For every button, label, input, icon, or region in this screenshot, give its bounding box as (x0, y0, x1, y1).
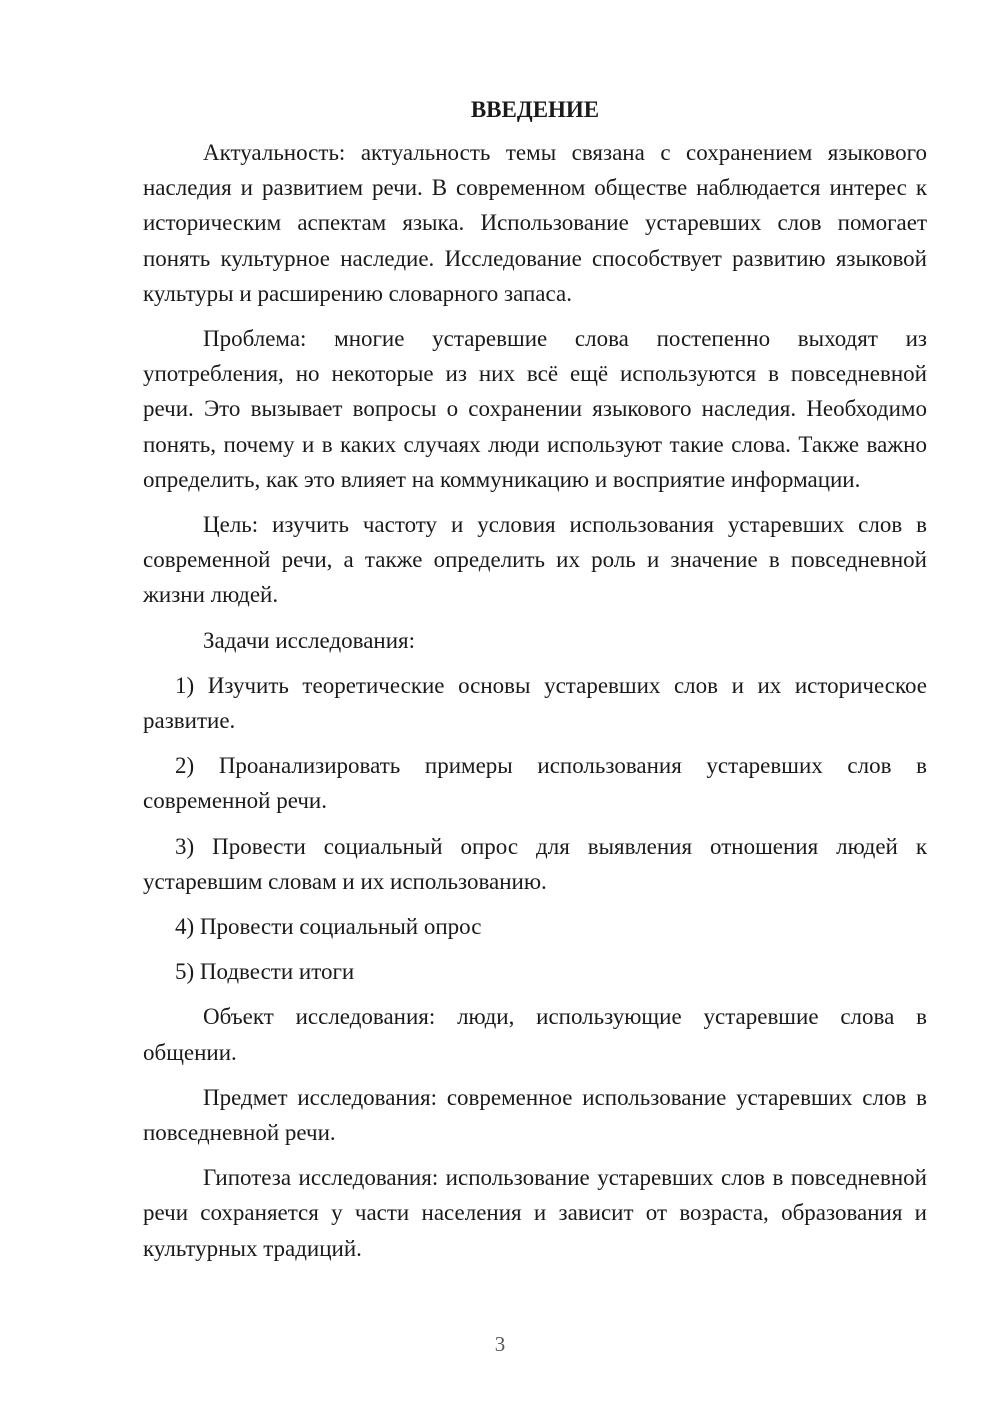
subject-paragraph: Предмет исследования: современное использование устаревших слов в повседневной речи. (143, 1084, 927, 1146)
task-item-2: 2) Проанализировать примеры использования устаревших слов в современной речи. (143, 753, 927, 814)
problem-paragraph: Проблема: многие устаревшие слова постепенно выходят из употребления, но некоторые из них всё ещё используются в повседневной речи. Это вызывает вопросы о сохранении языкового наследия. Необходимо понять, почему и в каких случаях люди используют такие слова. Также важно определить, как это влияет на коммуникацию и восприятие информации. (143, 326, 927, 492)
page-content (143, 92, 927, 1266)
task-item-3: 3) Провести социальный опрос для выявления отношения людей к устаревшим словам и их использованию. (143, 833, 927, 894)
task-item-5: 5) Подвести итоги (175, 959, 355, 985)
section-heading: ВВЕДЕНИЕ (470, 97, 600, 122)
task-item-1: 1) Изучить теоретические основы устаревших слов и их историческое развитие. (143, 672, 927, 734)
object-paragraph: Объект исследования: люди, использующие устаревшие слова в общении. (143, 1004, 927, 1065)
goal-paragraph: Цель: изучить частоту и условия использования устаревших слов в современной речи, а также определить их роль и значение в повседневной жизни людей. (143, 512, 927, 608)
hypothesis-paragraph: Гипотеза исследования: использование устаревших слов в повседневной речи сохраняется у части населения и зависит от возраста, образования и культурных традиций. (143, 1165, 927, 1261)
relevance-paragraph: Актуальность: актуальность темы связана с сохранением языкового наследия и развитием речи. В современном обществе наблюдается интерес к историческим аспектам языка. Использование устаревших слов помогает понять культурное наследие. Исследование способствует развитию языковой культуры и расширению словарного запаса. (143, 140, 927, 306)
page-number: 3 (494, 1332, 506, 1356)
task-item-4: 4) Провести социальный опрос (175, 914, 482, 940)
tasks-heading: Задачи исследования: (203, 627, 416, 653)
